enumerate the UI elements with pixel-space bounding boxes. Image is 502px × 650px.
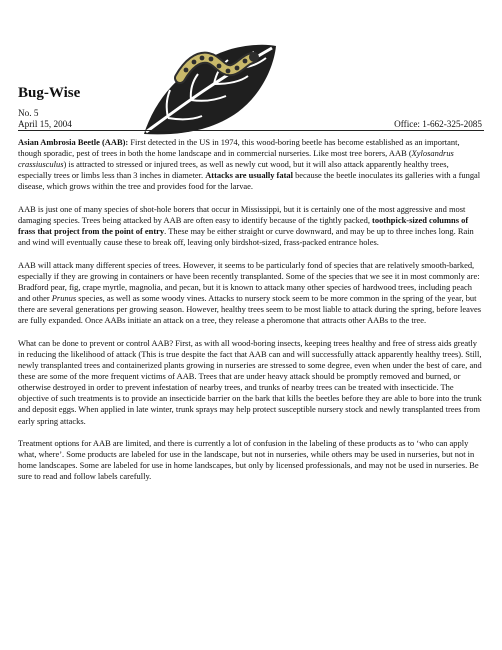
issue-number: No. 5: [18, 108, 39, 118]
paragraph-prevention: What can be done to prevent or control AAB? First, as with all wood-boring insects, keeping trees healthy and free of stress aids greatly in reducing the likelihood of attack (This is true despite the fact that AAB can and will successfully attack apparently healthy trees). Still, newly transplanted trees and containerized plants growing in nurseries are stressed to some degree, even when under the best of care, and these are some of the more frequent victims of AAB. Trees that are under heavy attack should be promptly removed and burned, or otherwise destroyed in order to prevent infestation of nearby trees, and trunks of nearby trees can be treated with insecticide. The objective of such treatments is to provide an insecticide barrier on the bark that kills the beetles before they are able to bore into the trunk and deposit eggs. When applied in late winter, trunk sprays may help protect susceptible nursery stock and newly transplanted trees from early spring attacks.: [18, 337, 482, 426]
text: First detected in the US in 1974, this wood-boring beetle has become established as an important, though sporadic, pest of trees in both the home landscape and in commercial nurseries. Like most tree borers, AAB (: [18, 137, 460, 159]
emphasis: Attacks are usually fatal: [205, 170, 293, 181]
text: AAB is just one of many species of shot-hole borers that occur in Mississippi, but it is certainly one of the most aggressive and most damaging species. Trees being attacked by AAB are often easy to identify because of the tightly packed,: [18, 203, 466, 226]
office-phone: Office: 1-662-325-2085: [394, 119, 482, 129]
lead-heading: Asian Ambrosia Beetle (AAB):: [18, 137, 129, 147]
paragraph-hosts: [18, 260, 484, 327]
text: because the beetle inoculates its galleries with a fungal disease, which grows within the tree and provides food for the larvae.: [18, 170, 481, 192]
paragraph-treatment: Treatment options for AAB are limited, and there is currently a lot of confusion in the labeling of these products as to ‘who can apply what, where’. Some products are labeled for use in the landscape, but not in nurseries, while others may be used in nurseries, but not in home landscapes. Some are labeled for use in home landscapes, but only by licensed professionals, and may not be used in nurseries. Be sure to read and follow labels carefully.: [18, 438, 479, 482]
newsletter-title: Bug-Wise: [18, 85, 81, 101]
article-body: [18, 137, 484, 494]
header-divider: [18, 130, 484, 131]
text: species, as well as some woody vines. Attacks to nursery stock seem to be more common in the spring of the year, but there are several generations per growing season. However, healthy trees seem to be most liable to attack during the spring, before leaves are fully expanded. Once AABs initiate an attack on a tree, they release a pheromone that attracts other AABs to the tree.: [18, 293, 482, 326]
issue-info: [18, 108, 72, 130]
paragraph-identification: [18, 204, 484, 248]
paragraph-intro: [18, 137, 484, 192]
text: ) is attracted to stressed or injured trees, as well as newly cut wood, but it will also attack apparently healthy trees, especially trees or limbs less than 3 inches in diameter.: [18, 159, 449, 181]
genus-name: Prunus: [51, 293, 77, 304]
issue-date: April 15, 2004: [18, 119, 72, 129]
text: . These may be either straight or curve downward, and may be up to three inches long. Rain and wind will eventually cause these to break off, leaving only birdshot-sized, frass-packed entrance holes.: [18, 226, 474, 248]
emphasis: toothpick-sized columns of frass that project from the point of entry: [18, 215, 469, 237]
text: AAB will attack many different species of trees. However, it seems to be particularly fond of species that are relatively smooth-barked, especially if they are growing in containers or have been recently transplanted. Some of the species that we see it in most commonly are: Bradford pear, fig, crape myrtle, magnolia, and pecan, but it is known to attack many other species of hardwood trees, including peach and other: [18, 259, 480, 304]
species-name: Xylosandrus crassiusculus: [18, 148, 454, 170]
leaf-with-caterpillar-icon: [136, 36, 281, 141]
